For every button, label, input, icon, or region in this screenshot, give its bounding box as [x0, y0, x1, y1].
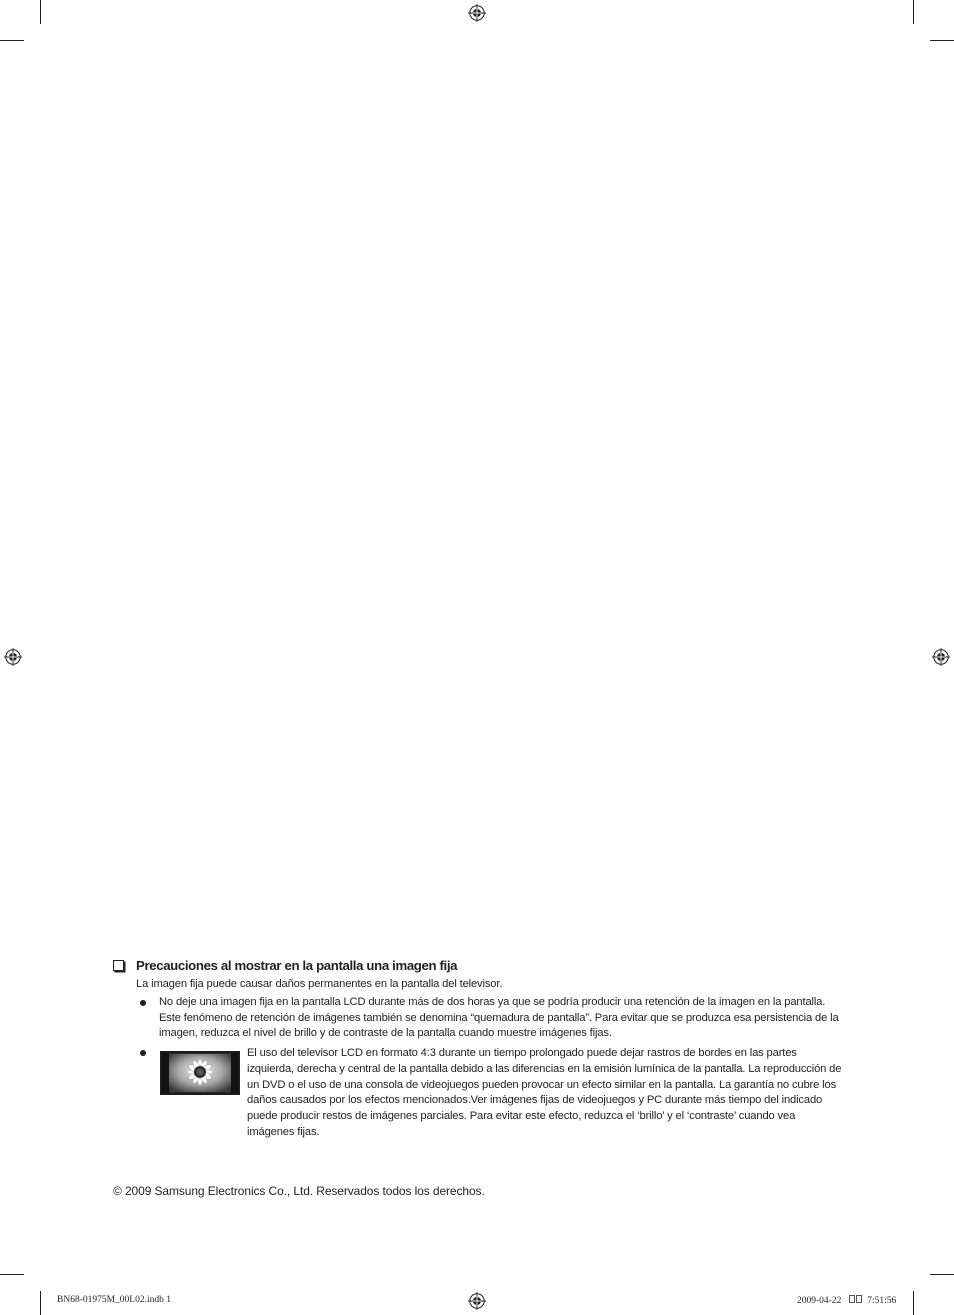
registration-mark-icon — [4, 648, 22, 666]
print-slug-filename: BN68-01975M_00L02.indb 1 — [57, 1295, 171, 1305]
bullet-text: El uso del televisor LCD en formato 4:3 durante un tiempo prolongado puede dejar rastros de bordes en las partes izquierda, derecha y central de la pantalla debido a las diferencias en la emisión lumínica de la pantalla. La reproducción de un DVD o el uso de una consola de videojuegos pueden provocar un efecto similar en la pantalla. La garantía no cubre los daños causados por los efectos mencionados.Ver imágenes fijas de videojuegos y PC durante más tiempo del indicado puede producir restos de imágenes parciales. Para evitar este efecto, reduzca el ‘brillo’ y el ‘contraste’ cuando vea imágenes fijas. — [247, 1047, 842, 1138]
still-image-precautions-section — [112, 956, 842, 1140]
glyph-box-icon — [856, 1295, 862, 1303]
registration-mark-icon — [932, 648, 950, 666]
print-slug-timestamp — [797, 1295, 896, 1306]
crop-mark-top-right-horizontal — [930, 40, 954, 41]
crop-mark-bottom-right-vertical — [913, 1291, 914, 1315]
crop-mark-top-left-vertical — [40, 0, 41, 24]
bullet-text: No deje una imagen fija en la pantalla LCD durante más de dos horas ya que se podría producir una retención de la imagen en la pantalla. Este fenómeno de retención de imágenes también se denomina “quemadura de pantalla”. Para evitar que se produzca esa persistencia de la imagen, reduzca el nivel de brillo y de contraste de la pantalla cuando muestre imágenes fijas. — [159, 996, 839, 1040]
copyright-notice: © 2009 Samsung Electronics Co., Ltd. Reservados todos los derechos. — [113, 1184, 485, 1198]
crop-mark-bottom-left-horizontal — [0, 1274, 24, 1275]
registration-mark-icon — [468, 4, 486, 22]
tv-flower-image-icon — [160, 1051, 240, 1095]
checkbox-icon — [113, 960, 124, 971]
print-slug-date: 2009-04-22 — [797, 1296, 842, 1306]
print-slug-time: 7:51:56 — [867, 1296, 897, 1306]
bullet-dot-icon — [140, 1050, 146, 1056]
crop-mark-top-right-vertical — [913, 0, 914, 24]
registration-mark-icon — [468, 1292, 486, 1310]
bullet-item — [112, 1046, 842, 1140]
bullet-item — [112, 995, 842, 1042]
crop-mark-bottom-left-vertical — [40, 1291, 41, 1315]
glyph-box-icon — [849, 1295, 855, 1303]
section-intro: La imagen fija puede causar daños permanentes en la pantalla del televisor. — [136, 978, 503, 990]
section-heading — [112, 956, 842, 974]
crop-mark-bottom-right-horizontal — [930, 1274, 954, 1275]
crop-mark-top-left-horizontal — [0, 40, 24, 41]
bullet-dot-icon — [140, 1000, 146, 1006]
section-heading-text: Precauciones al mostrar en la pantalla una imagen fija — [136, 957, 458, 973]
